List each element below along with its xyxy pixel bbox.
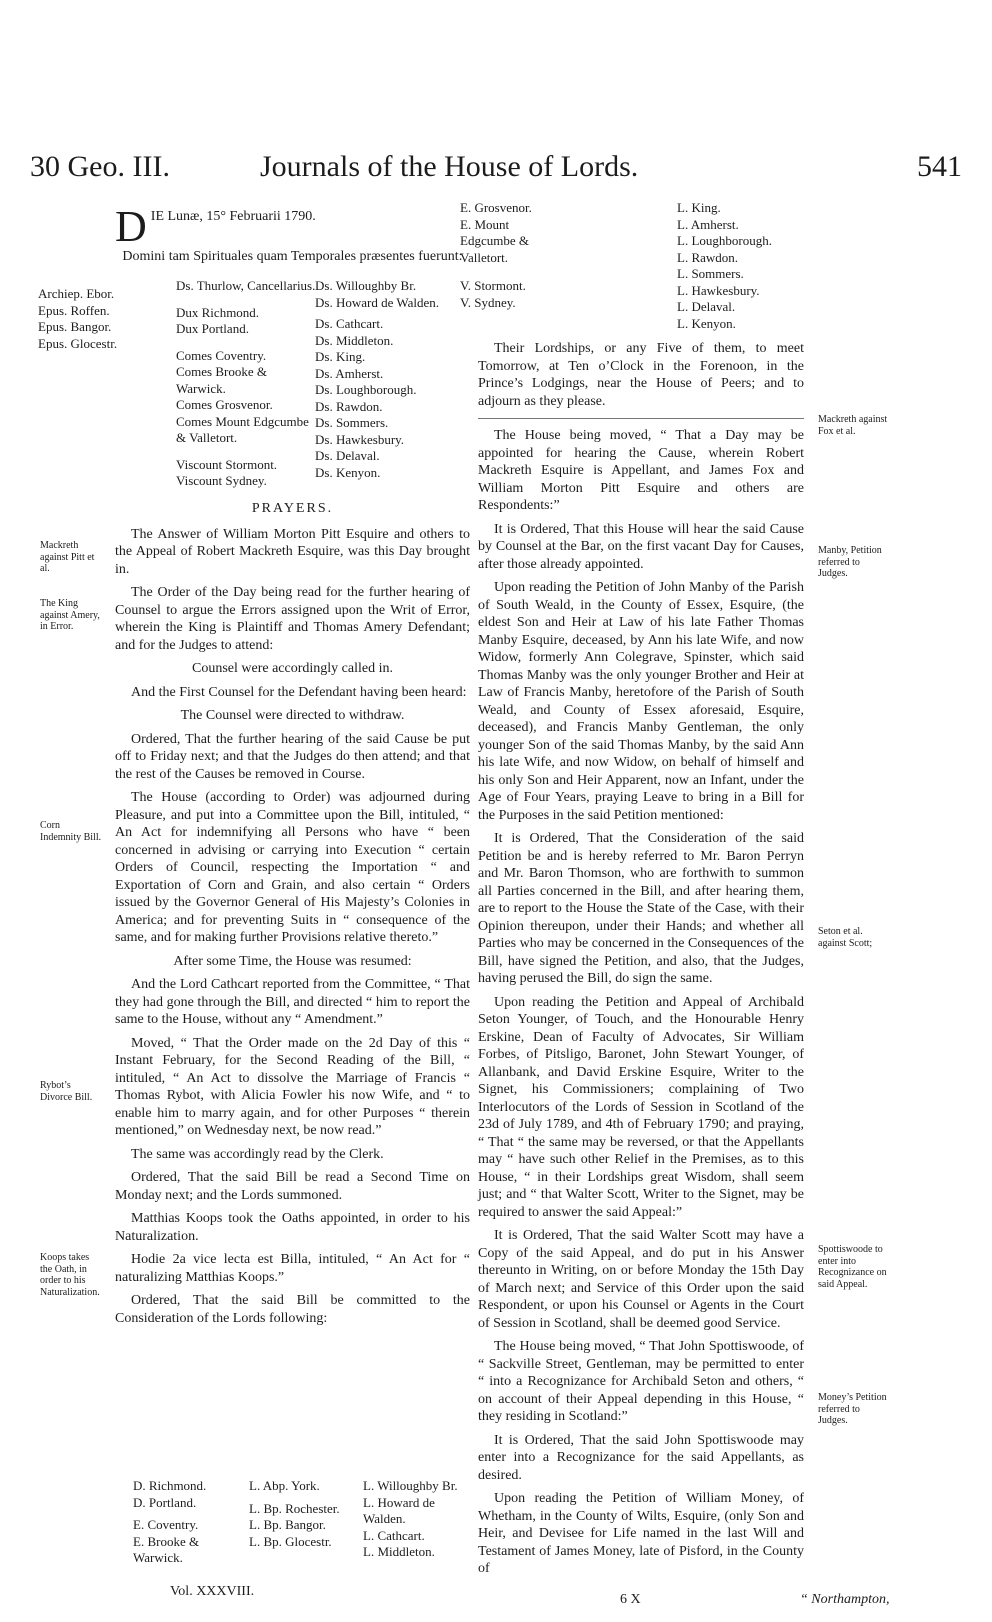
margin-note: Mackreth against Pitt et al. (40, 540, 95, 574)
lord-entry: E. Mount Edgcumbe & Valletort. (460, 216, 529, 265)
left-column-top (115, 202, 470, 272)
lord-entry: L. Middleton. (363, 1544, 435, 1559)
paragraph: It is Ordered, That the said Walter Scott may have a Copy of the said Appeal, and do put in his Answer thereunto in Writing, on or before Monday the 15th Day of March next; and Service of this Order upon the said Respondent, or upon his Counsel or Agents in the Court of Session in Scotland, shall be deemed good Service. (478, 1228, 804, 1331)
lord-entry: L. Loughborough. (677, 233, 772, 248)
paragraph: The House being moved, “ That John Spottiswoode, of “ Sackville Street, Gentleman, may be permitted to enter “ into a Recognizance for Archibald Seton and others, “ on account of their Appeal depending in this House, “ they residing in Scotland:” (478, 1339, 804, 1424)
paragraph: And the First Counsel for the Defendant having been heard: (131, 684, 467, 700)
paragraph: Counsel were accordingly called in. (192, 661, 393, 676)
lord-entry: L. Bp. Rochester. (249, 1500, 340, 1516)
margin-note: Mackreth against Fox et al. (818, 414, 888, 437)
spiritual-lords (38, 286, 158, 352)
lord-entry: E. Grosvenor. (460, 200, 532, 215)
date-initial: D (115, 202, 147, 251)
lord-entry: L. Howard de Walden. (363, 1494, 435, 1526)
margin-note: Rybot’s Divorce Bill. (40, 1080, 93, 1103)
lord-entry: L. Sommers. (677, 266, 744, 281)
margin-note: The King against Amery, in Error. (40, 598, 100, 632)
lord-entry: L. Cathcart. (363, 1527, 425, 1543)
present-heading: Domini tam Spirituales quam Temporales præsentes fuerunt: (122, 249, 463, 264)
lord-entry: E. Coventry. (133, 1517, 199, 1532)
committee-list-b (249, 1478, 359, 1550)
page-title: Journals of the House of Lords. (260, 150, 639, 183)
lord-entry: Ds. Howard de Walden. (315, 294, 439, 310)
lord-entry: Epus. Bangor. (38, 319, 112, 334)
lord-entry: Ds. Kenyon. (315, 464, 381, 480)
margin-note: Manby, Petition referred to Judges. (818, 545, 882, 579)
lord-entry: L. Abp. York. (249, 1478, 320, 1493)
margin-note: Seton et al. against Scott; (818, 926, 873, 949)
temporal-lords-b (315, 278, 465, 481)
lord-entry: Ds. King. (315, 349, 366, 364)
lord-entry: Dux Portland. (176, 321, 249, 336)
margin-note: Corn Indemnity Bill. (40, 820, 102, 843)
lord-entry: Ds. Middleton. (315, 332, 394, 348)
paragraph: Ordered, That the said Bill be committed to the Consideration of the Lords following: (115, 1293, 470, 1326)
paragraph: The Answer of William Morton Pitt Esquire and others to the Appeal of Robert Mackreth Esquire, was this Day brought in. (115, 526, 470, 577)
lord-entry: L. Bp. Glocestr. (249, 1533, 332, 1549)
lord-entry: D. Richmond. (133, 1478, 207, 1493)
lord-entry: Ds. Rawdon. (315, 398, 383, 414)
paragraph: The Order of the Day being read for the further hearing of Counsel to argue the Errors assigned upon the Writ of Error, wherein the King is Plaintiff and Thomas Amery Defendant; and for the Judges to attend: (115, 585, 470, 653)
committee-list-d (460, 200, 580, 311)
prayers-heading: PRAYERS. (251, 501, 334, 516)
paragraph: It is Ordered, That this House will hear the said Cause by Counsel at the Bar, on the first vacant Day for Causes, after those already appointed. (478, 521, 804, 572)
lord-entry: V. Stormont. (460, 278, 526, 293)
page-header (30, 150, 962, 196)
lord-entry: Comes Mount Edgcumbe & Valletort. (176, 413, 309, 445)
lord-entry: Epus. Roffen. (38, 302, 110, 318)
lord-entry: V. Sydney. (460, 294, 516, 310)
lord-entry: Ds. Delaval. (315, 448, 380, 463)
committee-list-c (363, 1478, 473, 1561)
signature-mark: 6 X (620, 1592, 641, 1607)
margin-note: Koops takes the Oath, in order to his Naturalization. (40, 1252, 100, 1298)
left-column-body (115, 500, 470, 1333)
lord-entry: Comes Grosvenor. (176, 397, 273, 412)
lord-entry: Ds. Loughborough. (315, 382, 417, 397)
lord-entry: E. Brooke & Warwick. (133, 1533, 200, 1565)
paragraph: Their Lordships, or any Five of them, to meet Tomorrow, at Ten o’Clock in the Forenoon, in the Prince’s Lodgings, near the House of Peers; and to adjourn as they please. (478, 341, 804, 409)
paragraph: It is Ordered, That the said John Spottiswoode may enter into a Recognizance for the said Appellants, as desired. (478, 1432, 804, 1483)
lord-entry: L. Delaval. (677, 299, 736, 314)
lord-entry: Ds. Hawkesbury. (315, 431, 405, 447)
volume-label: Vol. XXXVIII. (170, 1584, 255, 1599)
lord-entry: L. Willoughby Br. (363, 1478, 458, 1493)
paragraph: Moved, “ That the Order made on the 2d Day of this “ Instant February, for the Second Reading of the Bill, “ intituled, “ An Act to dissolve the Marriage of Francis “ Thomas Rybot, with Alicia Fowler his now Wife, and “ to enable him to marry again, and for other Purposes “ therein mentioned,” on Wednesday next, be now read.” (115, 1035, 470, 1138)
paragraph: It is Ordered, That the Consideration of the said Petition be and is hereby referred to Mr. Baron Perryn and Mr. Baron Thomson, who are forthwith to summon all Parties concerned in the Bill, and after hearing them, are to report to the House the State of the Case, with their Opinion thereupon, under their Hands; and whether all Parties who may be concerned in the Consequences of the Bill, have signed the Petition, and also, that the Judges, having perused the Bill, do sign the same. (478, 831, 804, 986)
lord-entry: D. Portland. (133, 1494, 197, 1510)
paragraph: After some Time, the House was resumed: (173, 953, 412, 969)
committee-list-e (677, 200, 817, 332)
paragraph: The Counsel were directed to withdraw. (180, 708, 405, 723)
catchword: “ Northampton, (800, 1592, 890, 1607)
paragraph: The same was accordingly read by the Clerk. (131, 1146, 384, 1162)
paragraph: Upon reading the Petition and Appeal of Archibald Seton Younger, of Touch, and the Honourable Henry Erskine, Dean of Faculty of Advocates, Sir William Forbes, of Pitsligo, Baronet, John Stewart Younger, of Allanbank, and David Erskine Esquire, Writer to the Signet, his Commissioners; complaining of Two Interlocutors of the Lords of Session in Scotland of the 23d of July 1789, and 4th of February 1790; and praying, “ That “ the same may be reversed, or that the Appellants may “ have such other Relief in the Premises, as to this House, “ in their Lordships great Wisdom, shall seem just; and “ that Walter Scott, Writer to the Signet, may be required to answer the said Appeal:” (478, 994, 804, 1220)
paragraph: And the Lord Cathcart reported from the Committee, “ That they had gone through the Bill, and directed “ him to report the same to the House, without any “ Amendment.” (115, 977, 470, 1027)
committee-list-a (133, 1478, 243, 1567)
paragraph: Upon reading the Petition of William Money, of Whetham, in the County of Wilts, Esquire, (only Son and Heir, and Devisee for Life named in the last Will and Testament of James Money, late of Pisford, in the County of (478, 1491, 804, 1576)
lord-entry: L. King. (677, 200, 721, 215)
page-number: 541 (917, 150, 962, 183)
temporal-lords-a (176, 278, 316, 490)
lord-entry: Viscount Stormont. (176, 456, 278, 472)
paragraph: Ordered, That the said Bill be read a Second Time on Monday next; and the Lords summoned. (115, 1170, 470, 1203)
paragraph: Upon reading the Petition of John Manby of the Parish of South Weald, in the County of Essex, Esquire, (the eldest Son and Heir at Law of his late Father Thomas Manby Esquire, deceased, by Ann his late Wife, and now Widow, formerly Ann Colegrave, Spinster, which said Thomas Manby was the only younger Brother and Heir at Law of Francis Manby, heretofore of the Parish of South Weald, and County of Essex aforesaid, Esquire, deceased), and Francis Manby Gentleman, the only younger Son of the said Thomas Manby, by the said Ann his late Wife, and now Widow, on behalf of himself and his only Son and Heir Apparent, now an Infant, under the Age of Four Years, praying Leave to bring in a Bill for the Purposes in the said Petition mentioned: (478, 580, 804, 823)
paragraph: The House being moved, “ That a Day may be appointed for hearing the Cause, wherein Robert Mackreth Esquire is Appellant, and James Fox and William Morton Pitt Esquire and others are Respondents:” (478, 428, 804, 513)
margin-note: Spottiswoode to enter into Recognizance on said Appeal. (818, 1244, 887, 1290)
lord-entry: L. Kenyon. (677, 315, 736, 331)
lord-entry: L. Rawdon. (677, 249, 739, 265)
lord-entry: Dux Richmond. (176, 304, 260, 320)
lord-entry: Ds. Amherst. (315, 365, 384, 381)
margin-note: Money’s Petition referred to Judges. (818, 1392, 887, 1426)
lord-entry: L. Amherst. (677, 216, 739, 232)
lord-entry: Viscount Sydney. (176, 473, 267, 488)
divider (478, 418, 804, 419)
lord-entry: Epus. Glocestr. (38, 335, 118, 351)
lord-entry: L. Bp. Bangor. (249, 1517, 326, 1532)
paragraph: Ordered, That the further hearing of the said Cause be put off to Friday next; and that the Judges do then attend; and that the rest of the Causes be removed in Course. (115, 731, 470, 782)
lord-entry: Ds. Sommers. (315, 415, 389, 430)
lord-entry: Ds. Willoughby Br. (315, 278, 417, 293)
lord-entry: Ds. Thurlow, Cancellarius. (176, 278, 316, 293)
paragraph: The House (according to Order) was adjourned during Pleasure, and put into a Committee upon the Bill, intituled, “ An Act for indemnifying all Persons who have “ been concerned in advising or carrying into Execution “ certain Orders of Council, respecting the Importation “ and Exportation of Corn and Grain, and also certain “ Orders issued by the Governor General of His Majesty’s Colonies in America; and for preventing Suits in “ consequence of the same, and for making further Provisions relative thereto.” (115, 790, 470, 945)
session-label: 30 Geo. III. (30, 150, 170, 183)
lord-entry: L. Hawkesbury. (677, 282, 760, 298)
right-column-body (478, 340, 804, 1584)
paragraph: Hodie 2a vice lecta est Billa, intituled, “ An Act for “ naturalizing Matthias Koops.” (115, 1252, 470, 1285)
lord-entry: Archiep. Ebor. (38, 286, 115, 301)
lord-entry: Ds. Cathcart. (315, 316, 384, 331)
date-heading: D IE Lunæ, 15° Februarii 1790. (115, 202, 316, 251)
lord-entry: Comes Coventry. (176, 347, 267, 363)
paragraph: Matthias Koops took the Oaths appointed, in order to his Naturalization. (115, 1211, 470, 1244)
lord-entry: Comes Brooke & Warwick. (176, 364, 267, 396)
